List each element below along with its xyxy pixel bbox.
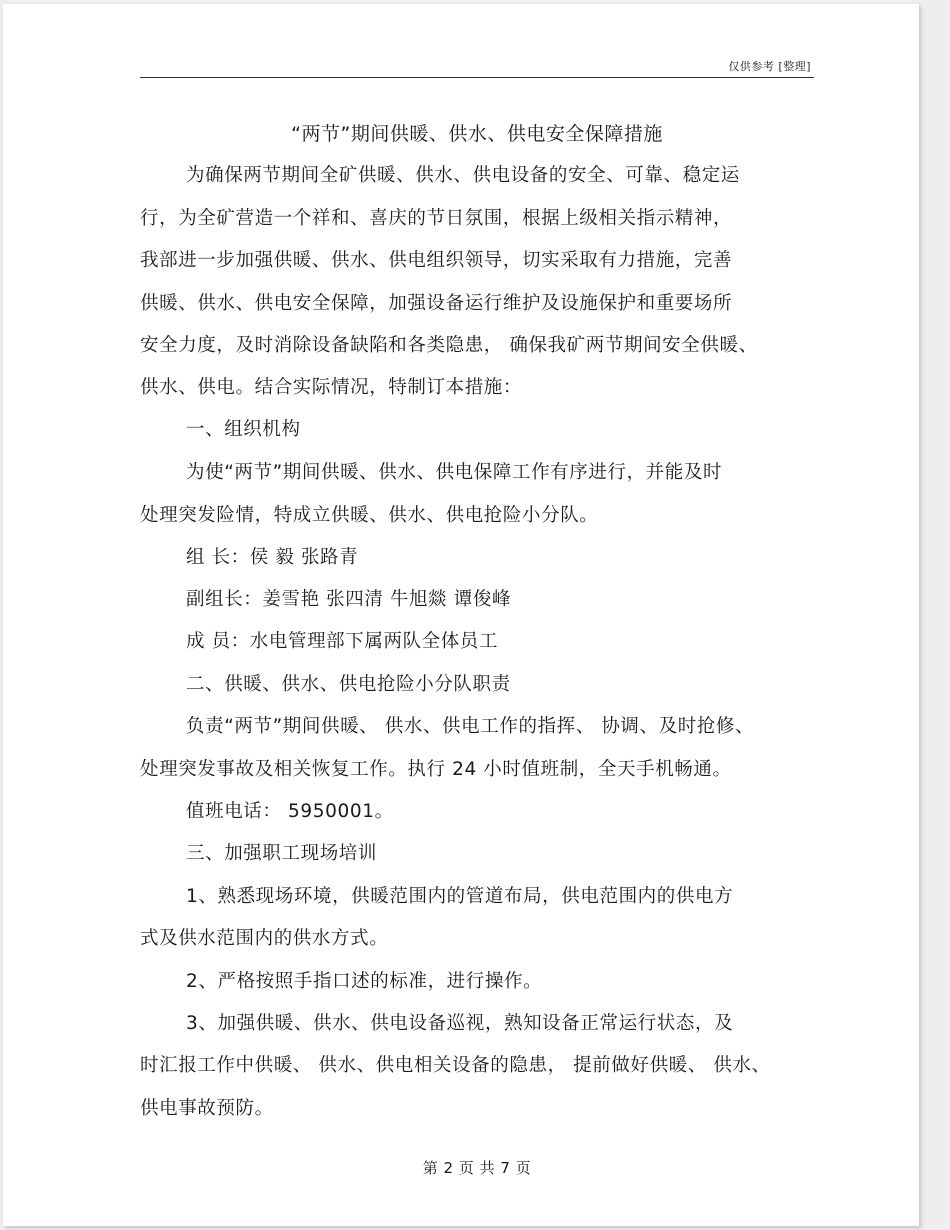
list-item-line: 1、熟悉现场环境，供暖范围内的管道布局，供电范围内的供电方: [186, 886, 734, 907]
paragraph-line: 为使“两节”期间供暖、供水、供电保障工作有序进行，并能及时: [186, 462, 723, 483]
paragraph-line: 安全力度，及时消除设备缺陷和各类隐患， 确保我矿两节期间安全供暖、: [140, 335, 758, 356]
team-deputy-line: 副组长：姜雪艳 张四清 牛旭燚 谭俊峰: [186, 589, 512, 610]
paragraph-line: 处理突发险情，特成立供暖、供水、供电抢险小分队。: [140, 505, 599, 526]
section-heading: 二、供暖、供水、供电抢险小分队职责: [186, 674, 511, 695]
paragraph-line: 行，为全矿营造一个祥和、喜庆的节日氛围，根据上级相关指示精神，: [140, 208, 733, 229]
team-members-line: 成 员：水电管理部下属两队全体员工: [186, 631, 499, 652]
header-note: 仅供参考 [整理]: [728, 60, 811, 73]
section-heading: 三、加强职工现场培训: [186, 843, 378, 864]
list-item-line: 时汇报工作中供暖、 供水、供电相关设备的隐患， 提前做好供暖、 供水、: [140, 1055, 771, 1076]
list-item-line: 式及供水范围内的供水方式。: [140, 928, 389, 949]
paragraph-line: 我部进一步加强供暖、供水、供电组织领导，切实采取有力措施，完善: [140, 250, 733, 271]
section-heading: 一、组织机构: [186, 419, 301, 440]
document-title: “两节”期间供暖、供水、供电安全保障措施: [291, 123, 663, 145]
paragraph-line: 负责“两节”期间供暖、 供水、供电工作的指挥、 协调、及时抢修、: [186, 716, 755, 737]
duty-phone-line: 值班电话： 5950001。: [186, 801, 394, 822]
paragraph-line: 处理突发事故及相关恢复工作。执行 24 小时值班制，全天手机畅通。: [140, 759, 732, 780]
header-divider: [140, 77, 814, 78]
paragraph-line: 供水、供电。结合实际情况，特制订本措施：: [140, 377, 523, 398]
list-item-line: 供电事故预防。: [140, 1098, 274, 1119]
paragraph-line: 为确保两节期间全矿供暖、供水、供电设备的安全、可靠、稳定运: [186, 165, 740, 186]
page-number: 第 2 页 共 7 页: [422, 1159, 532, 1177]
document-page: [3, 4, 919, 1226]
list-item-line: 2、严格按照手指口述的标准，进行操作。: [186, 971, 543, 992]
paragraph-line: 供暖、供水、供电安全保障，加强设备运行维护及设施保护和重要场所: [140, 293, 733, 314]
team-leader-line: 组 长：侯 毅 张路青: [186, 547, 359, 568]
list-item-line: 3、加强供暖、供水、供电设备巡视，熟知设备正常运行状态，及: [186, 1013, 734, 1034]
